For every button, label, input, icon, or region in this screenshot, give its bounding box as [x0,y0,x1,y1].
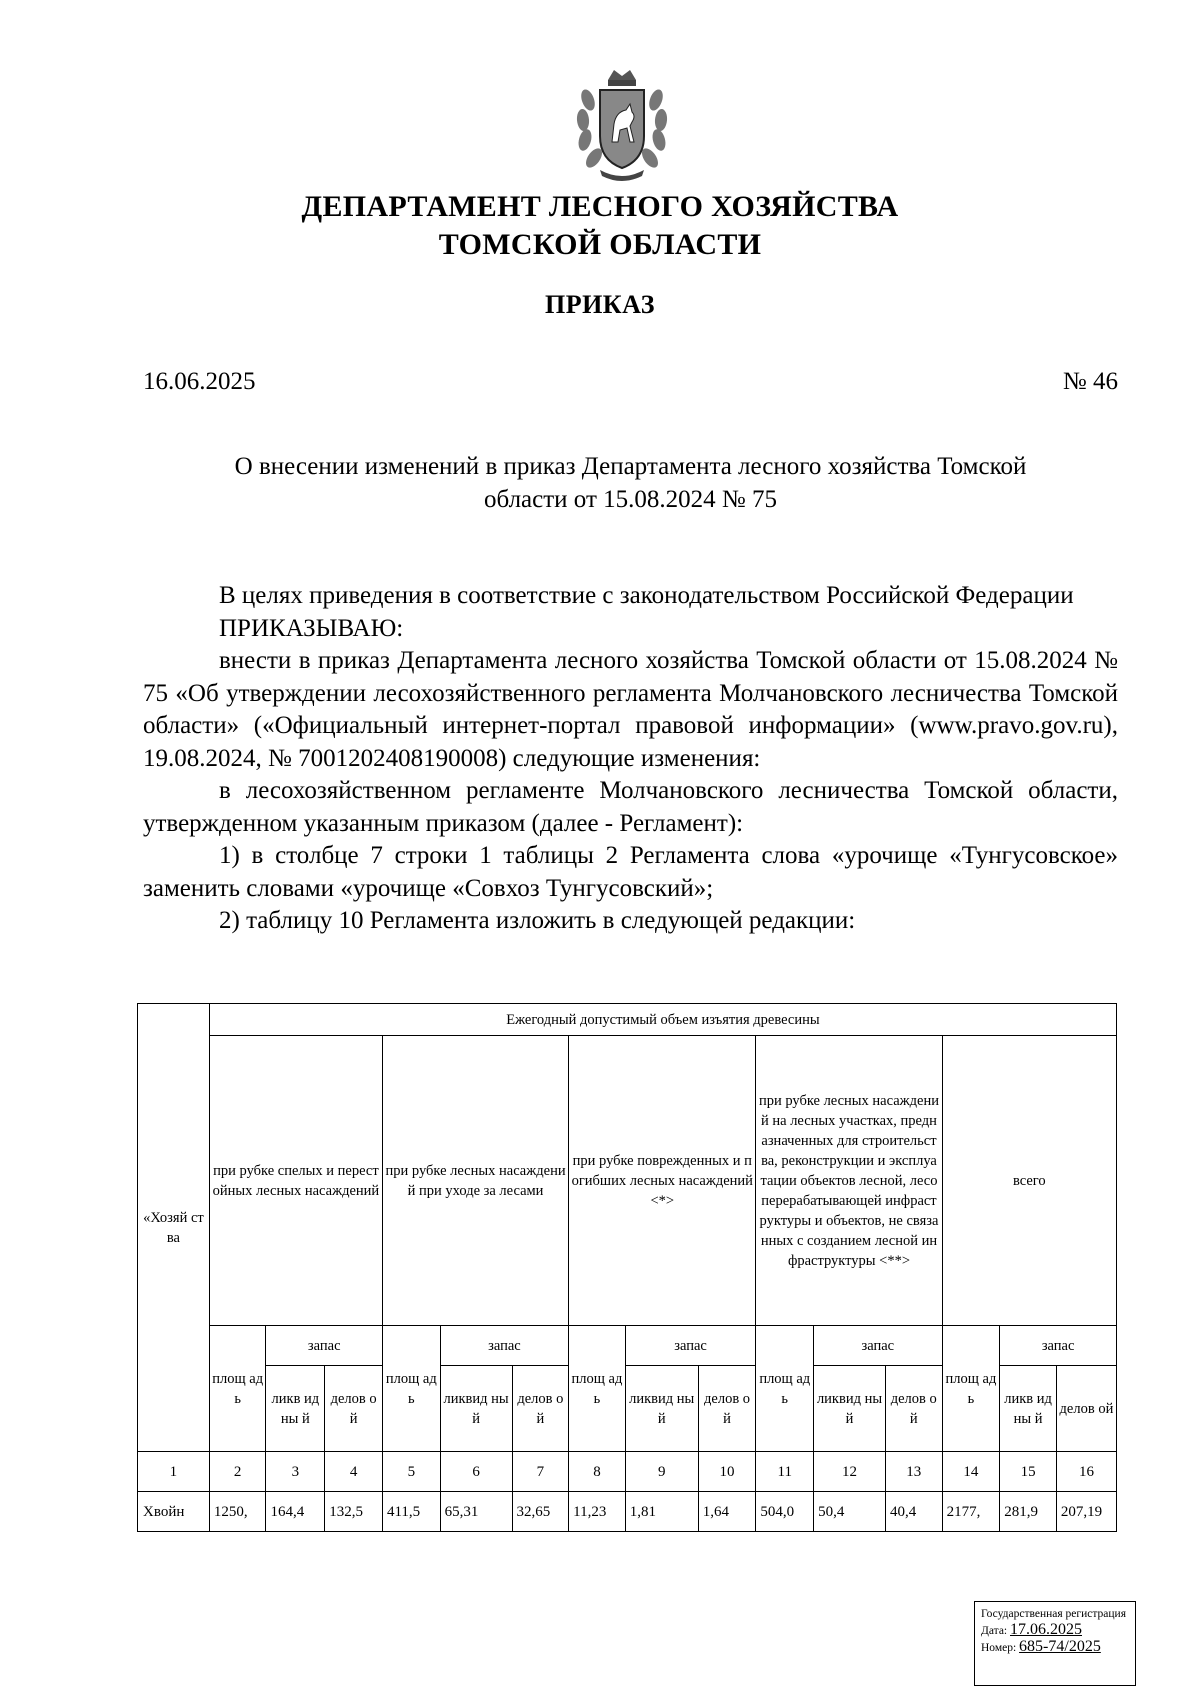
table-cell: 132,5 [325,1492,383,1532]
column-number: 15 [1000,1452,1057,1492]
header-stock: запас [266,1326,383,1366]
coat-of-arms-emblem [570,66,674,186]
body-paragraph-item2: 2) таблицу 10 Регламента изложить в следующей редакции: [219,907,856,934]
document-body [143,580,1118,938]
document-type: ПРИКАЗ [544,290,656,319]
subject-line1: О внесении изменений в приказ Департамента лесного хозяйства Томской [234,453,1027,480]
document-subject [143,450,1118,516]
organization-name-line2: ТОМСКОЙ ОБЛАСТИ [438,228,762,261]
table-cell: 32,65 [512,1492,569,1532]
table-cell: 164,4 [266,1492,325,1532]
header-stock: запас [625,1326,756,1366]
body-paragraph-purpose: В целях приведения в соответствие с законодательством Российской Федерации [219,582,1074,609]
table-cell: 1250, [209,1492,266,1532]
registration-stamp [974,1601,1136,1686]
table-cell: 1,64 [698,1492,756,1532]
header-area: площ адь [382,1326,440,1452]
header-stock: запас [814,1326,942,1366]
header-stock: запас [1000,1326,1117,1366]
column-number: 3 [266,1452,325,1492]
column-number: 10 [698,1452,756,1492]
stamp-date-line [981,1622,1129,1639]
stamp-number-line [981,1639,1129,1656]
table-cell: 11,23 [569,1492,626,1532]
stamp-number-label: Номер: [981,1642,1017,1654]
timber-volume-table [137,1003,1117,1532]
body-paragraph-order: ПРИКАЗЫВАЮ: [219,614,404,642]
column-number: 11 [756,1452,814,1492]
header-group-mature: при рубке спелых и перестойных лесных насаждений [209,1036,382,1326]
stamp-number-value: 685-74/2025 [1019,1638,1101,1655]
header-liquid: ликвид ный [625,1366,698,1452]
stamp-title: Государственная регистрация [981,1608,1126,1620]
header-group-care: при рубке лесных насаждений при уходе за лесами [382,1036,568,1326]
column-number-row [138,1452,1117,1492]
header-area: площ адь [942,1326,1000,1452]
header-business: делов ой [698,1366,756,1452]
body-paragraph-amend: внести в приказ Департамента лесного хозяйства Томской области от 15.08.2024 № 75 «Об утверждении лесохозяйственного регламента Молчановского лесничества Томской области» («Официальный интернет-портал правовой информации» (www.pravo.gov.ru), 19.08.2024, № 7001202408190008) следующие изменения: [143,647,1118,772]
table-cell: 504,0 [756,1492,814,1532]
header-business: делов ой [512,1366,569,1452]
column-number: 13 [885,1452,942,1492]
document-number: № 46 [1062,368,1118,395]
table-cell: 40,4 [885,1492,942,1532]
header-area: площ адь [209,1326,266,1452]
column-number: 4 [325,1452,383,1492]
header-liquid: ликвид ный [814,1366,886,1452]
table-row [138,1492,1117,1532]
column-number: 6 [440,1452,512,1492]
column-number: 12 [814,1452,886,1492]
header-area: площ адь [569,1326,626,1452]
header-area: площ адь [756,1326,814,1452]
header-business: делов ой [325,1366,383,1452]
header-liquid: ликвид ный [440,1366,512,1452]
header-group-damaged: при рубке поврежденных и погибших лесных насаждений <*> [569,1036,756,1326]
header-stock: запас [440,1326,568,1366]
table-cell: 65,31 [440,1492,512,1532]
subject-line2: области от 15.08.2024 № 75 [483,486,778,513]
stamp-date-label: Дата: [981,1625,1008,1637]
header-annual-volume: Ежегодный допустимый объем изъятия древесины [209,1004,1116,1036]
header-liquid: ликв идны й [1000,1366,1057,1452]
column-number: 9 [625,1452,698,1492]
stamp-date-value: 17.06.2025 [1010,1621,1082,1638]
column-number: 8 [569,1452,626,1492]
table-cell: 281,9 [1000,1492,1057,1532]
column-number: 16 [1056,1452,1116,1492]
body-paragraph-item1: 1) в столбце 7 строки 1 таблицы 2 Регламента слова «урочище «Тунгусовское» заменить словами «урочище «Совхоз Тунгусовский»; [143,842,1118,902]
body-paragraph-regulation: в лесохозяйственном регламенте Молчановского лесничества Томской области, утвержденном указанным приказом (далее - Регламент): [143,777,1118,837]
column-number: 5 [382,1452,440,1492]
table-cell: 207,19 [1056,1492,1116,1532]
header-business: делов ой [885,1366,942,1452]
header-group-total: всего [942,1036,1116,1326]
column-number: 2 [209,1452,266,1492]
document-date: 16.06.2025 [143,368,256,395]
header-business: делов ой [1056,1366,1116,1452]
header-group-construction: при рубке лесных насаждений на лесных участках, предназначенных для строительства, реконструкции и эксплуатации объектов лесной, лесоперерабатывающей инфраструктуры и объектов, не связанных с созданием лесной инфраструктуры <**> [756,1036,942,1326]
table-cell: 50,4 [814,1492,886,1532]
column-number: 1 [138,1452,210,1492]
table-cell: 1,81 [625,1492,698,1532]
table-cell-type: Хвойн [138,1492,210,1532]
organization-name [0,188,1200,264]
header-liquid: ликв идны й [266,1366,325,1452]
header-farm-type: «Хозяй ства [138,1004,210,1452]
column-number: 7 [512,1452,569,1492]
table-cell: 2177, [942,1492,1000,1532]
column-number: 14 [942,1452,1000,1492]
table-cell: 411,5 [382,1492,440,1532]
organization-name-line1: ДЕПАРТАМЕНТ ЛЕСНОГО ХОЗЯЙСТВА [301,190,899,223]
